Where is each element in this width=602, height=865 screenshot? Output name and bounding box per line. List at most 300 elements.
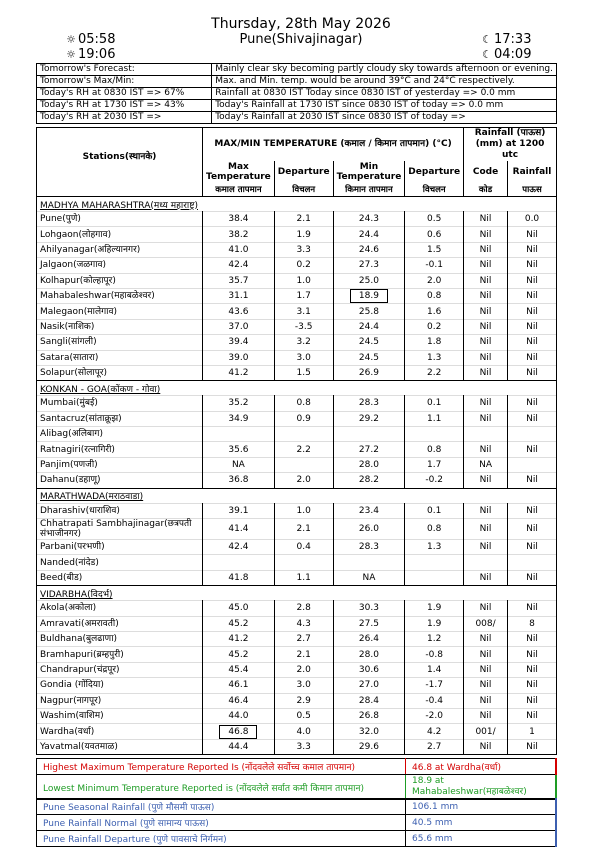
station-name: Nanded(नांदेड) [37, 555, 203, 570]
table-row [37, 678, 557, 693]
rain-code: Nil [464, 693, 508, 708]
min-departure: 0.1 [405, 503, 464, 518]
min-departure: -0.1 [405, 258, 464, 273]
code-sub: कोड [464, 183, 508, 197]
min-temp: 28.0 [333, 647, 405, 662]
stations-sub [37, 183, 203, 197]
region-name: MARATHWADA(मराठवाडा) [37, 488, 557, 503]
rainfall: Nil [508, 678, 557, 693]
region-row [37, 197, 557, 212]
min-departure: -0.8 [405, 647, 464, 662]
rainfall: Nil [508, 693, 557, 708]
min-departure: 1.5 [405, 242, 464, 257]
rain-code: Nil [464, 396, 508, 411]
station-name: Ahilyanagar(अहिल्यानगर) [37, 242, 203, 257]
max-temp: 35.7 [203, 273, 275, 288]
min-departure [405, 427, 464, 442]
region-row [37, 381, 557, 396]
max-temp: 41.2 [203, 631, 275, 646]
highest-label: Highest Maximum Temperature Reported Is (नोंदवलेले सर्वोच्च कमाल तापमान) [37, 759, 406, 775]
rain-code: Nil [464, 519, 508, 540]
table-row [37, 519, 557, 540]
station-name: Buldhana(बुलढाणा) [37, 631, 203, 646]
rainfall: Nil [508, 365, 557, 380]
rainfall: Nil [508, 631, 557, 646]
station-name: Yavatmal(यवतमाळ) [37, 739, 203, 754]
station-name: Chandrapur(चंद्रपूर) [37, 662, 203, 677]
seasonal-label: Pune Seasonal Rainfall (पुणे मौसमी पाऊस) [37, 799, 406, 815]
table-row [37, 335, 557, 350]
rain-code: Nil [464, 350, 508, 365]
region-row [37, 488, 557, 503]
rain-code: Nil [464, 258, 508, 273]
max-departure: 2.1 [274, 212, 333, 227]
rain-code: Nil [464, 242, 508, 257]
forecast-key: Today's RH at 1730 IST => 43% [37, 100, 212, 112]
rain-code: Nil [464, 503, 508, 518]
min-temp: 24.3 [333, 212, 405, 227]
min-temp: 28.4 [333, 693, 405, 708]
station-name: Dahanu(डहाणू) [37, 473, 203, 488]
extreme-value-box: 46.8 [219, 725, 257, 739]
departure-value: 65.6 mm [406, 831, 557, 847]
forecast-table [36, 63, 557, 124]
min-temp: 26.8 [333, 708, 405, 723]
station-name: Ratnagiri(रत्नागिरी) [37, 442, 203, 457]
min-temp: 28.3 [333, 396, 405, 411]
max-temp: 46.1 [203, 678, 275, 693]
sunrise [64, 32, 115, 47]
max-departure: 2.9 [274, 693, 333, 708]
station-name: Santacruz(सांताक्रूझ) [37, 411, 203, 426]
table-row [37, 693, 557, 708]
max-departure: 2.0 [274, 473, 333, 488]
min-departure: 0.8 [405, 442, 464, 457]
station-name: Kolhapur(कोल्हापूर) [37, 273, 203, 288]
max-departure: 1.7 [274, 288, 333, 303]
rain-code [464, 555, 508, 570]
max-temp: 37.0 [203, 319, 275, 334]
max-temp: 39.1 [203, 503, 275, 518]
max-temp: 39.0 [203, 350, 275, 365]
max-temp: 41.4 [203, 519, 275, 540]
rain-code: Nil [464, 212, 508, 227]
min-temp: 32.0 [333, 724, 405, 739]
max-departure: 0.9 [274, 411, 333, 426]
min-departure: 0.1 [405, 396, 464, 411]
region-name: KONKAN - GOA(कोंकण - गोवा) [37, 381, 557, 396]
min-temp: 28.2 [333, 473, 405, 488]
min-temp: 23.4 [333, 503, 405, 518]
rainfall: Nil [508, 273, 557, 288]
max-temp: 45.2 [203, 616, 275, 631]
forecast-value: Max. and Min. temp. would be around 39°C and 24°C respectively. [212, 76, 557, 88]
min-departure: 0.8 [405, 519, 464, 540]
station-name: Lohgaon(लोहगाव) [37, 227, 203, 242]
rain-header: Rainfall [508, 161, 557, 183]
departure-sub: विचलन [274, 183, 333, 197]
max-temp: 35.2 [203, 396, 275, 411]
min-departure: 1.6 [405, 304, 464, 319]
rain-code: Nil [464, 273, 508, 288]
pune-rainfall-table [36, 798, 557, 847]
normal-label: Pune Rainfall Normal (पुणे सामान्य पाऊस) [37, 815, 406, 831]
table-row [37, 708, 557, 723]
rain-sub: पाऊस [508, 183, 557, 197]
station-name: Mumbai(मुंबई) [37, 396, 203, 411]
max-temp: 42.4 [203, 258, 275, 273]
rain-code: Nil [464, 442, 508, 457]
rainfall: Nil [508, 258, 557, 273]
table-row [37, 304, 557, 319]
min-temp: NA [333, 570, 405, 585]
rainfall: Nil [508, 227, 557, 242]
rainfall: 8 [508, 616, 557, 631]
table-row [37, 457, 557, 472]
max-departure: 1.9 [274, 227, 333, 242]
min-temp: 24.4 [333, 319, 405, 334]
min-temp: 30.6 [333, 662, 405, 677]
rain-code: Nil [464, 631, 508, 646]
table-row [37, 555, 557, 570]
rain-code: Nil [464, 647, 508, 662]
min-departure: 1.4 [405, 662, 464, 677]
min-temp: 24.6 [333, 242, 405, 257]
max-departure: 2.7 [274, 631, 333, 646]
report-date: Thursday, 28th May 2026 [211, 16, 391, 32]
moonrise-icon: ☾ [482, 33, 492, 46]
max-temp: 44.4 [203, 739, 275, 754]
table-row [37, 647, 557, 662]
table-row [37, 319, 557, 334]
table-row [37, 631, 557, 646]
sunset-time: 19:06 [78, 47, 116, 62]
station-name: Washim(वाशिम) [37, 708, 203, 723]
table-row [37, 288, 557, 303]
min-temp: 26.0 [333, 519, 405, 540]
max-departure: 3.2 [274, 335, 333, 350]
min-temp: 29.6 [333, 739, 405, 754]
max-departure: 3.3 [274, 242, 333, 257]
max-departure [274, 555, 333, 570]
min-departure: 0.2 [405, 319, 464, 334]
rain-code: 001/ [464, 724, 508, 739]
min-departure: 0.6 [405, 227, 464, 242]
rainfall: Nil [508, 647, 557, 662]
min-temp: 30.3 [333, 601, 405, 616]
table-row [37, 411, 557, 426]
max-temp: 31.1 [203, 288, 275, 303]
stations-header: Stations(स्थानके) [37, 128, 203, 184]
table-row [37, 212, 557, 227]
forecast-value: Today's Rainfall at 2030 IST since 0830 IST of today => [212, 112, 557, 124]
forecast-key: Today's RH at 0830 IST => 67% [37, 88, 212, 100]
rainfall: Nil [508, 503, 557, 518]
rainfall: Nil [508, 662, 557, 677]
station-name: Nagpur(नागपूर) [37, 693, 203, 708]
max-departure: 0.5 [274, 708, 333, 723]
rainfall-header: Rainfall (पाऊस) (mm) at 1200 utc [464, 128, 557, 162]
min-departure: -1.7 [405, 678, 464, 693]
table-row [37, 396, 557, 411]
forecast-key: Today's RH at 2030 IST => [37, 112, 212, 124]
max-temp: 41.2 [203, 365, 275, 380]
lowest-label: Lowest Minimum Temperature Reported is (नोंदवलेले सर्वात कमी किमान तापमान) [37, 775, 406, 800]
code-header: Code [464, 161, 508, 183]
rainfall: Nil [508, 442, 557, 457]
max-departure: 1.0 [274, 273, 333, 288]
table-row [37, 242, 557, 257]
region-row [37, 586, 557, 601]
max-temp: 41.0 [203, 242, 275, 257]
table-row [37, 503, 557, 518]
max-temp: 38.2 [203, 227, 275, 242]
rain-code [464, 427, 508, 442]
rain-code: Nil [464, 570, 508, 585]
min-temp: 26.9 [333, 365, 405, 380]
min-temp: 27.2 [333, 442, 405, 457]
rain-code: Nil [464, 365, 508, 380]
table-row [37, 473, 557, 488]
forecast-row [37, 76, 557, 88]
min-departure: -0.2 [405, 473, 464, 488]
rainfall [508, 457, 557, 472]
max-temp: 44.0 [203, 708, 275, 723]
forecast-key: Tomorrow's Forecast: [37, 64, 212, 76]
max-departure: 2.1 [274, 519, 333, 540]
table-row [37, 258, 557, 273]
rain-code: Nil [464, 708, 508, 723]
table-row [37, 570, 557, 585]
station-name: Mahabaleshwar(महाबळेश्वर) [37, 288, 203, 303]
max-departure: 4.0 [274, 724, 333, 739]
table-row [37, 227, 557, 242]
table-row [37, 662, 557, 677]
forecast-row [37, 100, 557, 112]
rain-code: Nil [464, 319, 508, 334]
page-header [0, 14, 602, 64]
seasonal-value: 106.1 mm [406, 799, 557, 815]
max-departure: 1.0 [274, 503, 333, 518]
min-departure: -2.0 [405, 708, 464, 723]
min-departure: 0.8 [405, 288, 464, 303]
station-name: Sangli(सांगली) [37, 335, 203, 350]
max-departure: 2.2 [274, 442, 333, 457]
rain-code: Nil [464, 288, 508, 303]
rainfall: Nil [508, 570, 557, 585]
max-temp [203, 427, 275, 442]
max-temp [203, 724, 275, 739]
min-temp [333, 427, 405, 442]
min-temp: 24.4 [333, 227, 405, 242]
min-temp: 27.5 [333, 616, 405, 631]
normal-value: 40.5 mm [406, 815, 557, 831]
departure-label: Pune Rainfall Departure (पुणे पावसाचे निर्गमन) [37, 831, 406, 847]
lowest-value: 18.9 at Mahabaleshwar(महाबळेश्वर) [406, 775, 557, 800]
table-row [37, 601, 557, 616]
station-name: Wardha(वर्धा) [37, 724, 203, 739]
moonset-icon: ☾ [482, 48, 492, 61]
station-name: Parbani(परभणी) [37, 540, 203, 555]
min-departure [405, 555, 464, 570]
departure-header: Departure [274, 161, 333, 183]
rainfall: Nil [508, 601, 557, 616]
station-name: Solapur(सोलापूर) [37, 365, 203, 380]
rainfall: Nil [508, 288, 557, 303]
extreme-value-box: 18.9 [350, 289, 388, 303]
rain-code: NA [464, 457, 508, 472]
max-temp: 45.4 [203, 662, 275, 677]
moonset [480, 47, 531, 62]
moonrise-time: 17:33 [494, 32, 532, 47]
departure2-header: Departure [405, 161, 464, 183]
sunset-icon: ☼ [66, 48, 76, 61]
rain-code: Nil [464, 662, 508, 677]
min-sub: किमान तापमान [333, 183, 405, 197]
sunrise-icon: ☼ [66, 33, 76, 46]
min-departure: 1.7 [405, 457, 464, 472]
max-temp: 46.4 [203, 693, 275, 708]
min-departure: 4.2 [405, 724, 464, 739]
sunset [64, 47, 115, 62]
min-temp: 25.0 [333, 273, 405, 288]
min-departure: 1.9 [405, 616, 464, 631]
max-temp: NA [203, 457, 275, 472]
region-name: VIDARBHA(विदर्भ) [37, 586, 557, 601]
min-temp: 27.0 [333, 678, 405, 693]
rainfall: Nil [508, 708, 557, 723]
forecast-key: Tomorrow's Max/Min: [37, 76, 212, 88]
rain-code: Nil [464, 411, 508, 426]
forecast-value: Today's Rainfall at 1730 IST since 0830 IST of today => 0.0 mm [212, 100, 557, 112]
station-name: Malegaon(मालेगाव) [37, 304, 203, 319]
rainfall: Nil [508, 519, 557, 540]
rainfall [508, 427, 557, 442]
station-name: Bramhapuri(ब्रम्हपुरी) [37, 647, 203, 662]
max-departure: 3.0 [274, 350, 333, 365]
min-temp: 28.0 [333, 457, 405, 472]
extremes-table [36, 758, 557, 800]
max-temp: 36.8 [203, 473, 275, 488]
rain-code: Nil [464, 473, 508, 488]
min-departure: 1.3 [405, 540, 464, 555]
rain-code: Nil [464, 227, 508, 242]
rainfall: 0.0 [508, 212, 557, 227]
station-name: Jalgaon(जळगाव) [37, 258, 203, 273]
min-temp [333, 288, 405, 303]
max-temp [203, 555, 275, 570]
station-name: Satara(सातारा) [37, 350, 203, 365]
min-departure: 2.2 [405, 365, 464, 380]
table-row [37, 427, 557, 442]
station-name: Chhatrapati Sambhajinagar(छत्रपती संभाजीनगर) [37, 519, 203, 540]
station-name: Nasik(नाशिक) [37, 319, 203, 334]
highest-value: 46.8 at Wardha(वर्धा) [406, 759, 557, 775]
max-departure [274, 427, 333, 442]
table-row [37, 273, 557, 288]
min-temp [333, 555, 405, 570]
max-temp: 39.4 [203, 335, 275, 350]
max-departure: -3.5 [274, 319, 333, 334]
forecast-row [37, 88, 557, 100]
min-departure: 1.9 [405, 601, 464, 616]
table-row [37, 616, 557, 631]
max-temp: 34.9 [203, 411, 275, 426]
rain-code: Nil [464, 739, 508, 754]
table-row [37, 350, 557, 365]
max-temp: 45.0 [203, 601, 275, 616]
rainfall: Nil [508, 473, 557, 488]
max-departure: 2.1 [274, 647, 333, 662]
max-temp: 43.6 [203, 304, 275, 319]
min-header: Min Temperature [333, 161, 405, 183]
max-sub: कमाल तापमान [203, 183, 275, 197]
rain-code: Nil [464, 540, 508, 555]
min-temp: 27.3 [333, 258, 405, 273]
departure2-sub: विचलन [405, 183, 464, 197]
rainfall: Nil [508, 396, 557, 411]
max-departure: 2.0 [274, 662, 333, 677]
min-temp: 29.2 [333, 411, 405, 426]
min-temp: 24.5 [333, 335, 405, 350]
max-departure: 4.3 [274, 616, 333, 631]
rain-code: 008/ [464, 616, 508, 631]
max-header: Max Temperature [203, 161, 275, 183]
max-departure: 0.2 [274, 258, 333, 273]
max-departure: 0.4 [274, 540, 333, 555]
station-name: Alibag(अलिबाग) [37, 427, 203, 442]
min-departure: -0.4 [405, 693, 464, 708]
min-temp: 28.3 [333, 540, 405, 555]
min-temp: 26.4 [333, 631, 405, 646]
table-row [37, 739, 557, 754]
max-departure: 1.5 [274, 365, 333, 380]
min-departure: 2.7 [405, 739, 464, 754]
rain-code: Nil [464, 304, 508, 319]
rainfall: Nil [508, 304, 557, 319]
min-departure: 0.5 [405, 212, 464, 227]
max-departure: 1.1 [274, 570, 333, 585]
station-name: Amravati(अमरावती) [37, 616, 203, 631]
max-temp: 35.6 [203, 442, 275, 457]
max-temp: 38.4 [203, 212, 275, 227]
min-departure: 1.1 [405, 411, 464, 426]
rainfall: Nil [508, 335, 557, 350]
max-departure: 3.0 [274, 678, 333, 693]
forecast-row [37, 112, 557, 124]
forecast-row [37, 64, 557, 76]
table-row [37, 442, 557, 457]
min-temp: 25.8 [333, 304, 405, 319]
max-temp: 41.8 [203, 570, 275, 585]
rainfall: Nil [508, 739, 557, 754]
station-table [36, 127, 557, 755]
min-departure: 2.0 [405, 273, 464, 288]
table-row [37, 540, 557, 555]
station-name: Beed(बीड) [37, 570, 203, 585]
table-row [37, 365, 557, 380]
max-departure: 3.1 [274, 304, 333, 319]
max-departure: 0.8 [274, 396, 333, 411]
forecast-value: Rainfall at 0830 IST Today since 0830 IST of yesterday => 0.0 mm [212, 88, 557, 100]
rainfall: Nil [508, 242, 557, 257]
station-name: Dharashiv(धाराशिव) [37, 503, 203, 518]
max-departure [274, 457, 333, 472]
forecast-value: Mainly clear sky becoming partly cloudy sky towards afternoon or evening. [212, 64, 557, 76]
rainfall: Nil [508, 350, 557, 365]
sunrise-time: 05:58 [78, 32, 116, 47]
station-name: Akola(अकोला) [37, 601, 203, 616]
